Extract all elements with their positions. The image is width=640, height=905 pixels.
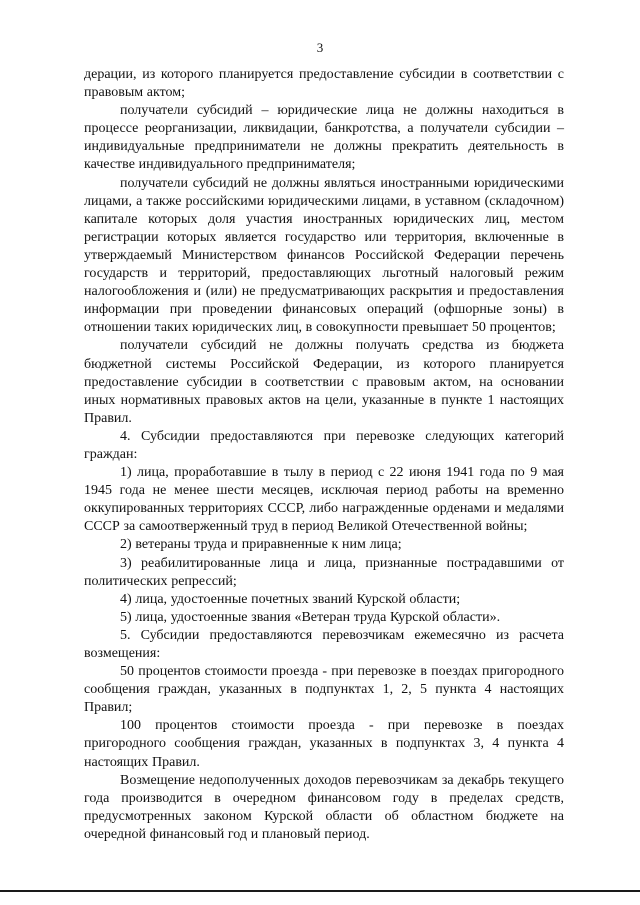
document-body [84,66,564,844]
paragraph-subitem-1: 1) лица, проработавшие в тылу в период с 22 июня 1941 года по 9 мая 1945 года не менее шести месяцев, исключая период работы на временно оккупированных территориях СССР, либо награжденные орденами и медалями СССР за самоотверженный труд в период Великой Отечественной войны; [84,465,564,535]
paragraph-continuation: дерации, из которого планируется предоставление субсидии в соответствии с правовым актом; [84,67,564,101]
paragraph-foreign-entities-condition: получатели субсидий не должны являться иностранными юридическими лицами, а также российскими юридическими лицами, в уставном (складочном) капитале которых доля участия иностранных юридических лиц, местом регистрации которых является государство или территория, включенные в утверждаемый Министерством финансов Российской Федерации перечень государств и территорий, предоставляющих льготный налоговый режим налогообложения и (или) не предусматривающих раскрытия и предоставления информации при проведении финансовых операций (офшорные зоны) в отношении таких юридических лиц, в совокупности превышает 50 процентов; [84,175,564,336]
paragraph-subitem-4: 4) лица, удостоенные почетных званий Курской области; [120,591,461,607]
paragraph-december-compensation: Возмещение недополученных доходов перевозчикам за декабрь текущего года производится в очередном финансовом году в пределах средств, предусмотренных законом Курской области об областном бюджете на очередной финансовый год и плановый период. [84,772,564,842]
paragraph-other-budget-funds-condition: получатели субсидий не должны получать средства из бюджета бюджетной системы Российской Федерации, из которого планируется предоставление субсидии в соответствии с правовым актом, на основании иных нормативных правовых актов на цели, указанные в пункте 1 настоящих Правил. [84,338,564,426]
paragraph-100-percent: 100 процентов стоимости проезда - при перевозке в поездах пригородного сообщения граждан, указанных в подпунктах 3, 4 пункта 4 настоящих Правил. [84,718,564,770]
paragraph-item-4-categories: 4. Субсидии предоставляются при перевозке следующих категорий граждан: [84,428,564,462]
paragraph-50-percent: 50 процентов стоимости проезда - при перевозке в поездах пригородного сообщения граждан, указанных в подпунктах 1, 2, 5 пункта 4 настоящих Правил; [84,664,564,716]
paragraph-subitem-3: 3) реабилитированные лица и лица, признанные пострадавшими от политических репрессий; [84,555,564,589]
page-number: 3 [316,40,324,55]
paragraph-subitem-2: 2) ветераны труда и приравненные к ним лица; [120,537,402,553]
bottom-border-line [0,890,640,892]
paragraph-reorganization-condition: получатели субсидий – юридические лица не должны находиться в процессе реорганизации, ликвидации, банкротства, а получатели субсидии – индивидуальные предприниматели не должны прекратить деятельность в качестве индивидуального предпринимателя; [84,103,564,173]
paragraph-item-5-compensation: 5. Субсидии предоставляются перевозчикам ежемесячно из расчета возмещения: [84,627,564,661]
paragraph-subitem-5: 5) лица, удостоенные звания «Ветеран труда Курской области». [120,609,501,625]
